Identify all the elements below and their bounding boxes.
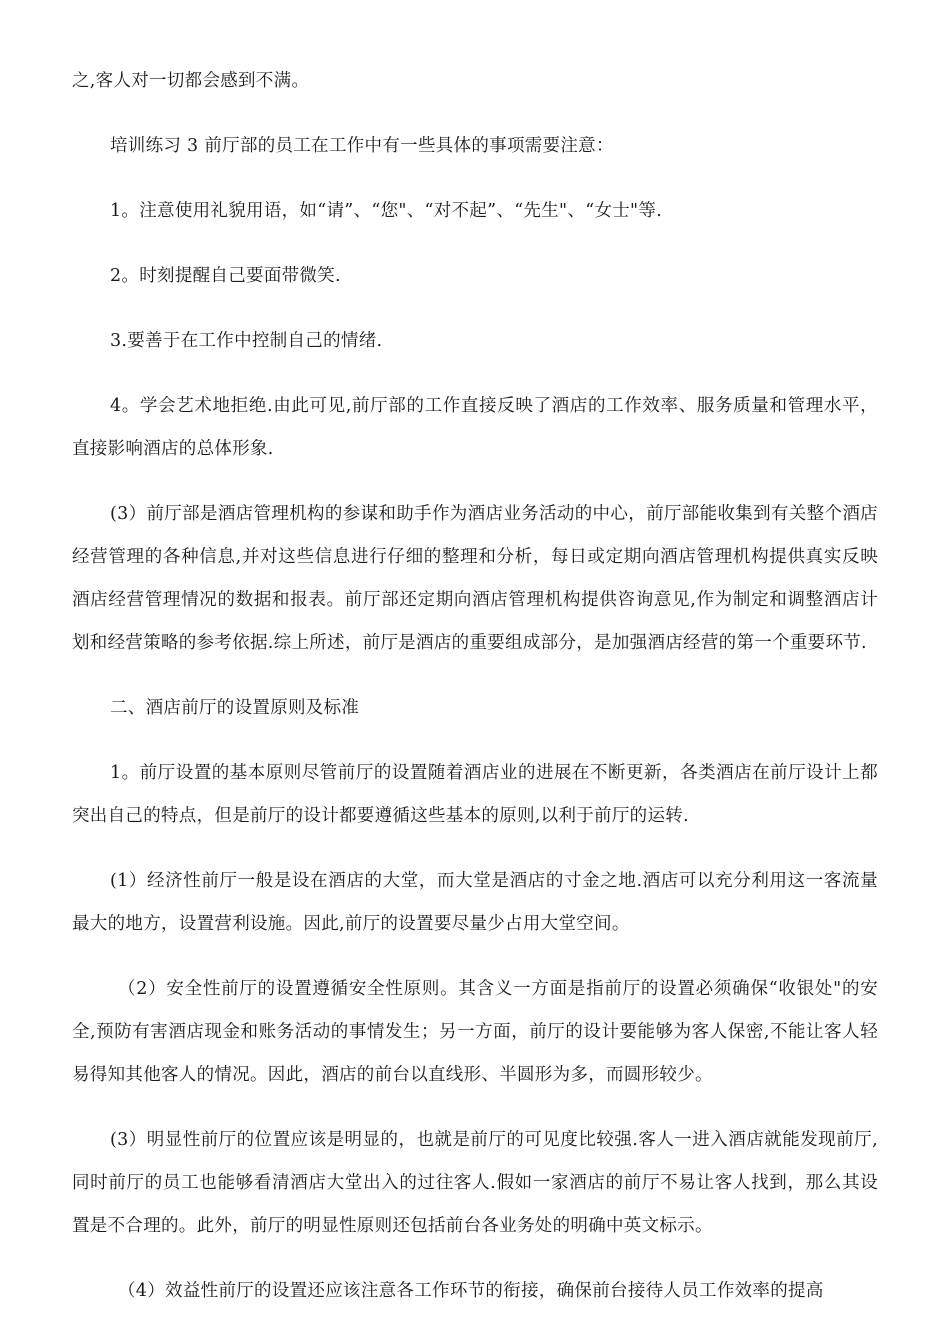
- document-page: [72, 60, 878, 1335]
- paragraph-visibility: (3）明显性前厅的位置应该是明显的，也就是前厅的可见度比较强.客人一进入酒店就能发现前厅,同时前厅的员工也能够看清酒店大堂出入的过往客人.假如一家酒店的前厅不易让客人找到，那么其设置是不合理的。此外，前厅的明显性原则还包括前台各业务处的明确中英文标示。: [72, 1130, 878, 1236]
- paragraph-item-4: 4。学会艺术地拒绝.由此可见,前厅部的工作直接反映了酒店的工作效率、服务质量和管理水平，直接影响酒店的总体形象.: [72, 396, 878, 459]
- paragraph-economy: (1）经济性前厅一般是设在酒店的大堂，而大堂是酒店的寸金之地.酒店可以充分利用这一客流量最大的地方，设置营利设施。因此,前厅的设置要尽量少占用大堂空间。: [72, 871, 878, 934]
- paragraph-efficiency: （4）效益性前厅的设置还应该注意各工作环节的衔接，确保前台接待人员工作效率的提高: [118, 1281, 824, 1301]
- paragraph-section-3: (3）前厅部是酒店管理机构的参谋和助手作为酒店业务活动的中心，前厅部能收集到有关整个酒店经营管理的各种信息,并对这些信息进行仔细的整理和分析，每日或定期向酒店管理机构提供真实反映酒店经营管理情况的数据和报表。前厅部还定期向酒店管理机构提供咨询意见,作为制定和调整酒店计划和经营策略的参考依据.综上所述，前厅是酒店的重要组成部分，是加强酒店经营的第一个重要环节.: [72, 504, 878, 653]
- paragraph-training-exercise: 培训练习 3 前厅部的员工在工作中有一些具体的事项需要注意：: [110, 136, 614, 156]
- paragraph-basic-principles: 1。前厅设置的基本原则尽管前厅的设置随着酒店业的进展在不断更新，各类酒店在前厅设计上都突出自己的特点，但是前厅的设计都要遵循这些基本的原则,以利于前厅的运转.: [72, 763, 878, 826]
- paragraph-continuation: 之,客人对一切都会感到不满。: [72, 71, 310, 91]
- section-heading: 二、酒店前厅的设置原则及标准: [110, 698, 360, 718]
- paragraph-safety: （2）安全性前厅的设置遵循安全性原则。其含义一方面是指前厅的设置必须确保“收银处"的安全,预防有害酒店现金和账务活动的事情发生；另一方面，前厅的设计要能够为客人保密,不能让客人轻易得知其他客人的情况。因此，酒店的前台以直线形、半圆形为多，而圆形较少。: [72, 979, 878, 1085]
- paragraph-item-2: 2。时刻提醒自己要面带微笑.: [110, 266, 341, 286]
- paragraph-item-1: 1。注意使用礼貌用语，如“请”、“您"、“对不起”、“先生"、“女士"等.: [110, 201, 663, 221]
- paragraph-item-3: 3.要善于在工作中控制自己的情绪.: [110, 331, 383, 351]
